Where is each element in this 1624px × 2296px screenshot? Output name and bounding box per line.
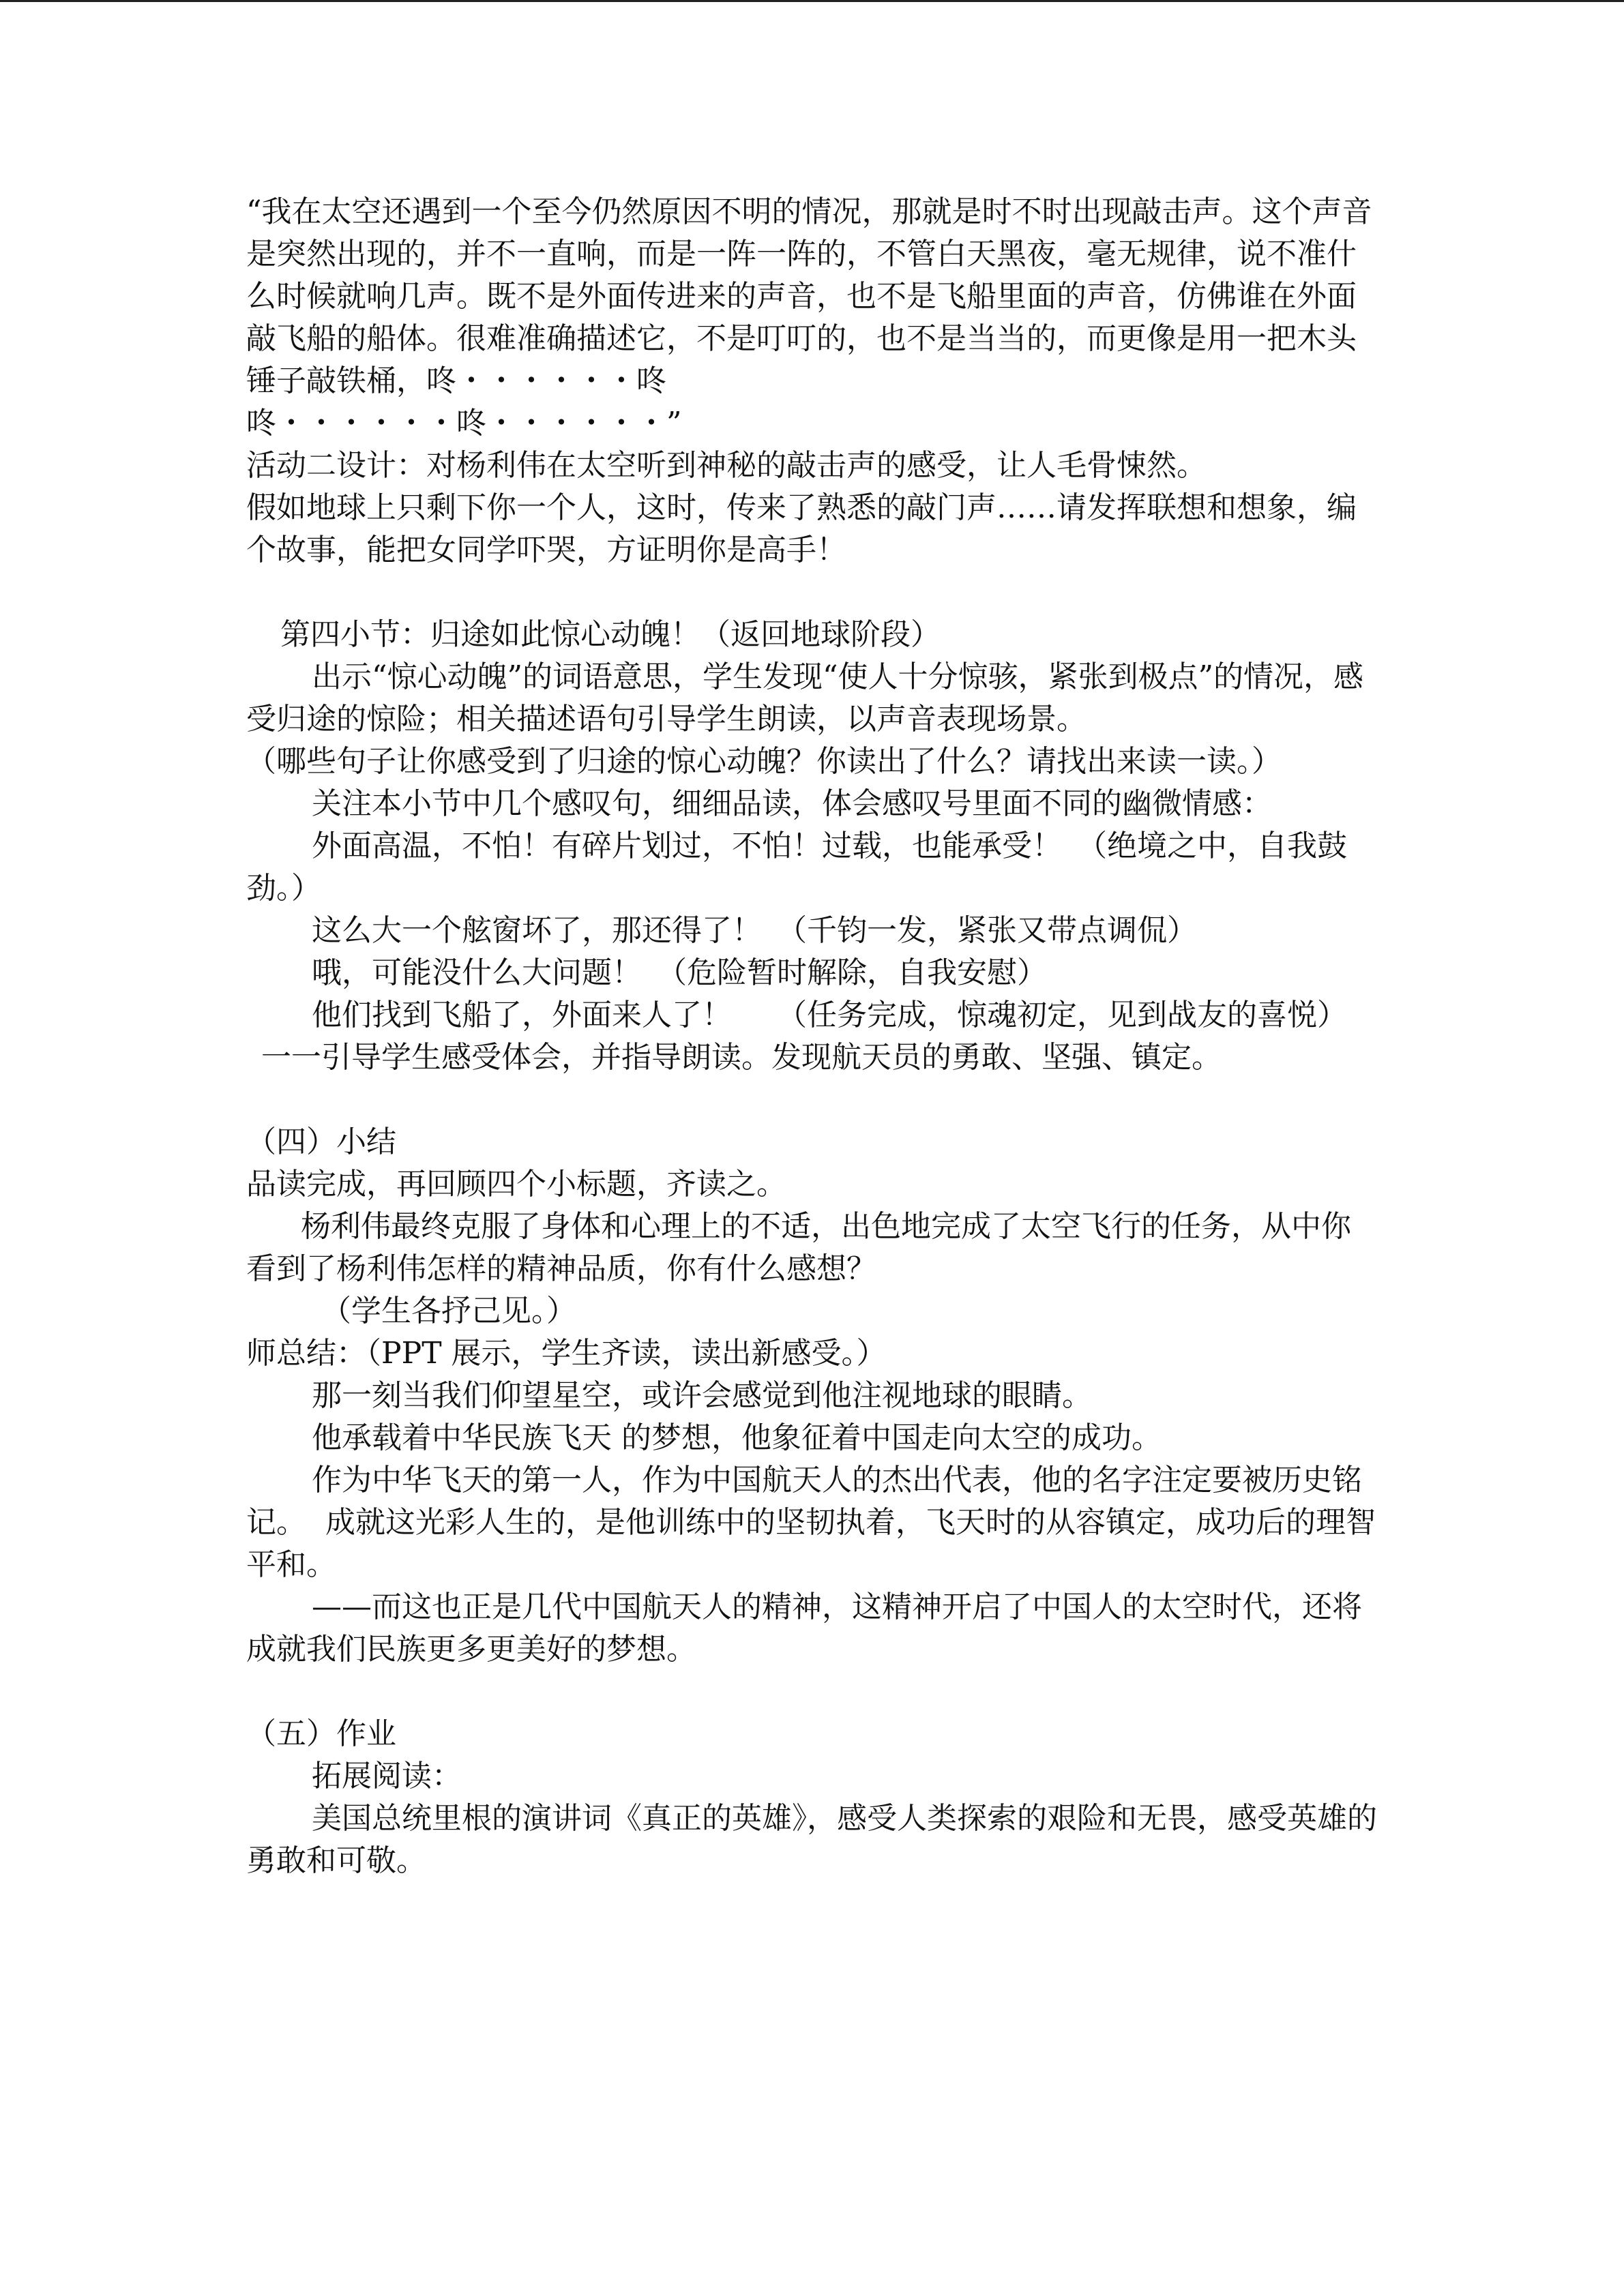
guidance-note: 一一引导学生感受体会，并指导朗读。发现航天员的勇敢、坚强、镇定。 bbox=[261, 1040, 1222, 1075]
section-heading: 第四小节：归途如此惊心动魄！（返回地球阶段） bbox=[280, 617, 941, 652]
quote-paragraph: “我在太空还遇到一个至今仍然原因不明的情况，那就是时不时出现敲击声。这个声音是突然出现的，并不一直响，而是一阵一阵的，不管白天黑夜，毫无规律，说不准什么时候就响几声。既不是外面传进来的声音，也不是飞船里面的声音，仿佛谁在外面敲飞船的船体。很难准确描述它，不是叮叮的，也不是当当的，而更像是用一把木头锤子敲铁桶，咚・・・・・・咚 bbox=[246, 194, 1372, 398]
summary-paragraph: 他承载着中华民族飞天 的梦想，他象征着中国走向太空的成功。 bbox=[312, 1420, 1162, 1455]
example-sentence: 他们找到飞船了，外面来人了！ （任务完成，惊魂初定，见到战友的喜悦） bbox=[312, 998, 1347, 1032]
homework-heading: （五）作业 bbox=[246, 1716, 396, 1751]
quote-paragraph-end: 咚・・・・・・咚・・・・・・” bbox=[246, 406, 682, 441]
document-body bbox=[246, 191, 1378, 1882]
summary-paragraph: 作为中华飞天的第一人，作为中国航天人的杰出代表，他的名字注定要被历史铭记。 成就这光彩人生的，是他训练中的坚韧执着，飞天时的从容镇定，成功后的理智平和。 bbox=[246, 1463, 1376, 1582]
spacer bbox=[246, 1079, 1378, 1121]
section-question: （哪些句子让你感受到了归途的惊心动魄？你读出了什么？请找出来读一读。） bbox=[246, 744, 1282, 779]
page-top-border bbox=[0, 0, 1624, 2]
activity-design: 活动二设计：对杨利伟在太空听到神秘的敲击声的感受，让人毛骨悚然。 bbox=[246, 448, 1207, 483]
section-paragraph: 出示“惊心动魄”的词语意思，学生发现“使人十分惊骇，紧张到极点”的情况，感受归途的惊险；相关描述语句引导学生朗读，以声音表现场景。 bbox=[246, 659, 1363, 736]
summary-paragraph: ——而这也正是几代中国航天人的精神，这精神开启了中国人的太空时代，还将成就我们民族更多更美好的梦想。 bbox=[246, 1590, 1362, 1667]
activity-task: 假如地球上只剩下你一个人，这时，传来了熟悉的敲门声……请发挥联想和想象，编个故事，能把女同学吓哭，方证明你是高手！ bbox=[246, 490, 1357, 567]
spacer bbox=[246, 1671, 1378, 1713]
section-paragraph: 关注本小节中几个感叹句，细细品读，体会感叹号里面不同的幽微情感： bbox=[312, 786, 1272, 821]
summary-paragraph: 杨利伟最终克服了身体和心理上的不适，出色地完成了太空飞行的任务，从中你看到了杨利伟怎样的精神品质，你有什么感想？ bbox=[246, 1209, 1351, 1286]
summary-paragraph: 那一刻当我们仰望星空，或许会感觉到他注视地球的眼睛。 bbox=[312, 1378, 1092, 1413]
homework-paragraph: 拓展阅读： bbox=[312, 1759, 462, 1793]
example-sentence: 哦，可能没什么大问题！ （危险暂时解除，自我安慰） bbox=[312, 955, 1047, 990]
summary-paragraph: （学生各抒己见。） bbox=[321, 1294, 576, 1328]
summary-paragraph: 师总结：（PPT 展示，学生齐读，读出新感受。） bbox=[246, 1336, 887, 1371]
summary-heading: （四）小结 bbox=[246, 1124, 396, 1159]
spacer bbox=[246, 571, 1378, 614]
summary-paragraph: 品读完成，再回顾四个小标题，齐读之。 bbox=[246, 1167, 786, 1202]
homework-paragraph: 美国总统里根的演讲词《真正的英雄》，感受人类探索的艰险和无畏，感受英雄的勇敢和可敬。 bbox=[246, 1801, 1377, 1878]
example-sentence: 这么大一个舷窗坏了，那还得了！ （千钧一发，紧张又带点调侃） bbox=[312, 913, 1197, 948]
example-sentence: 外面高温，不怕！有碎片划过，不怕！过载，也能承受！ （绝境之中，自我鼓劲。） bbox=[246, 829, 1347, 906]
